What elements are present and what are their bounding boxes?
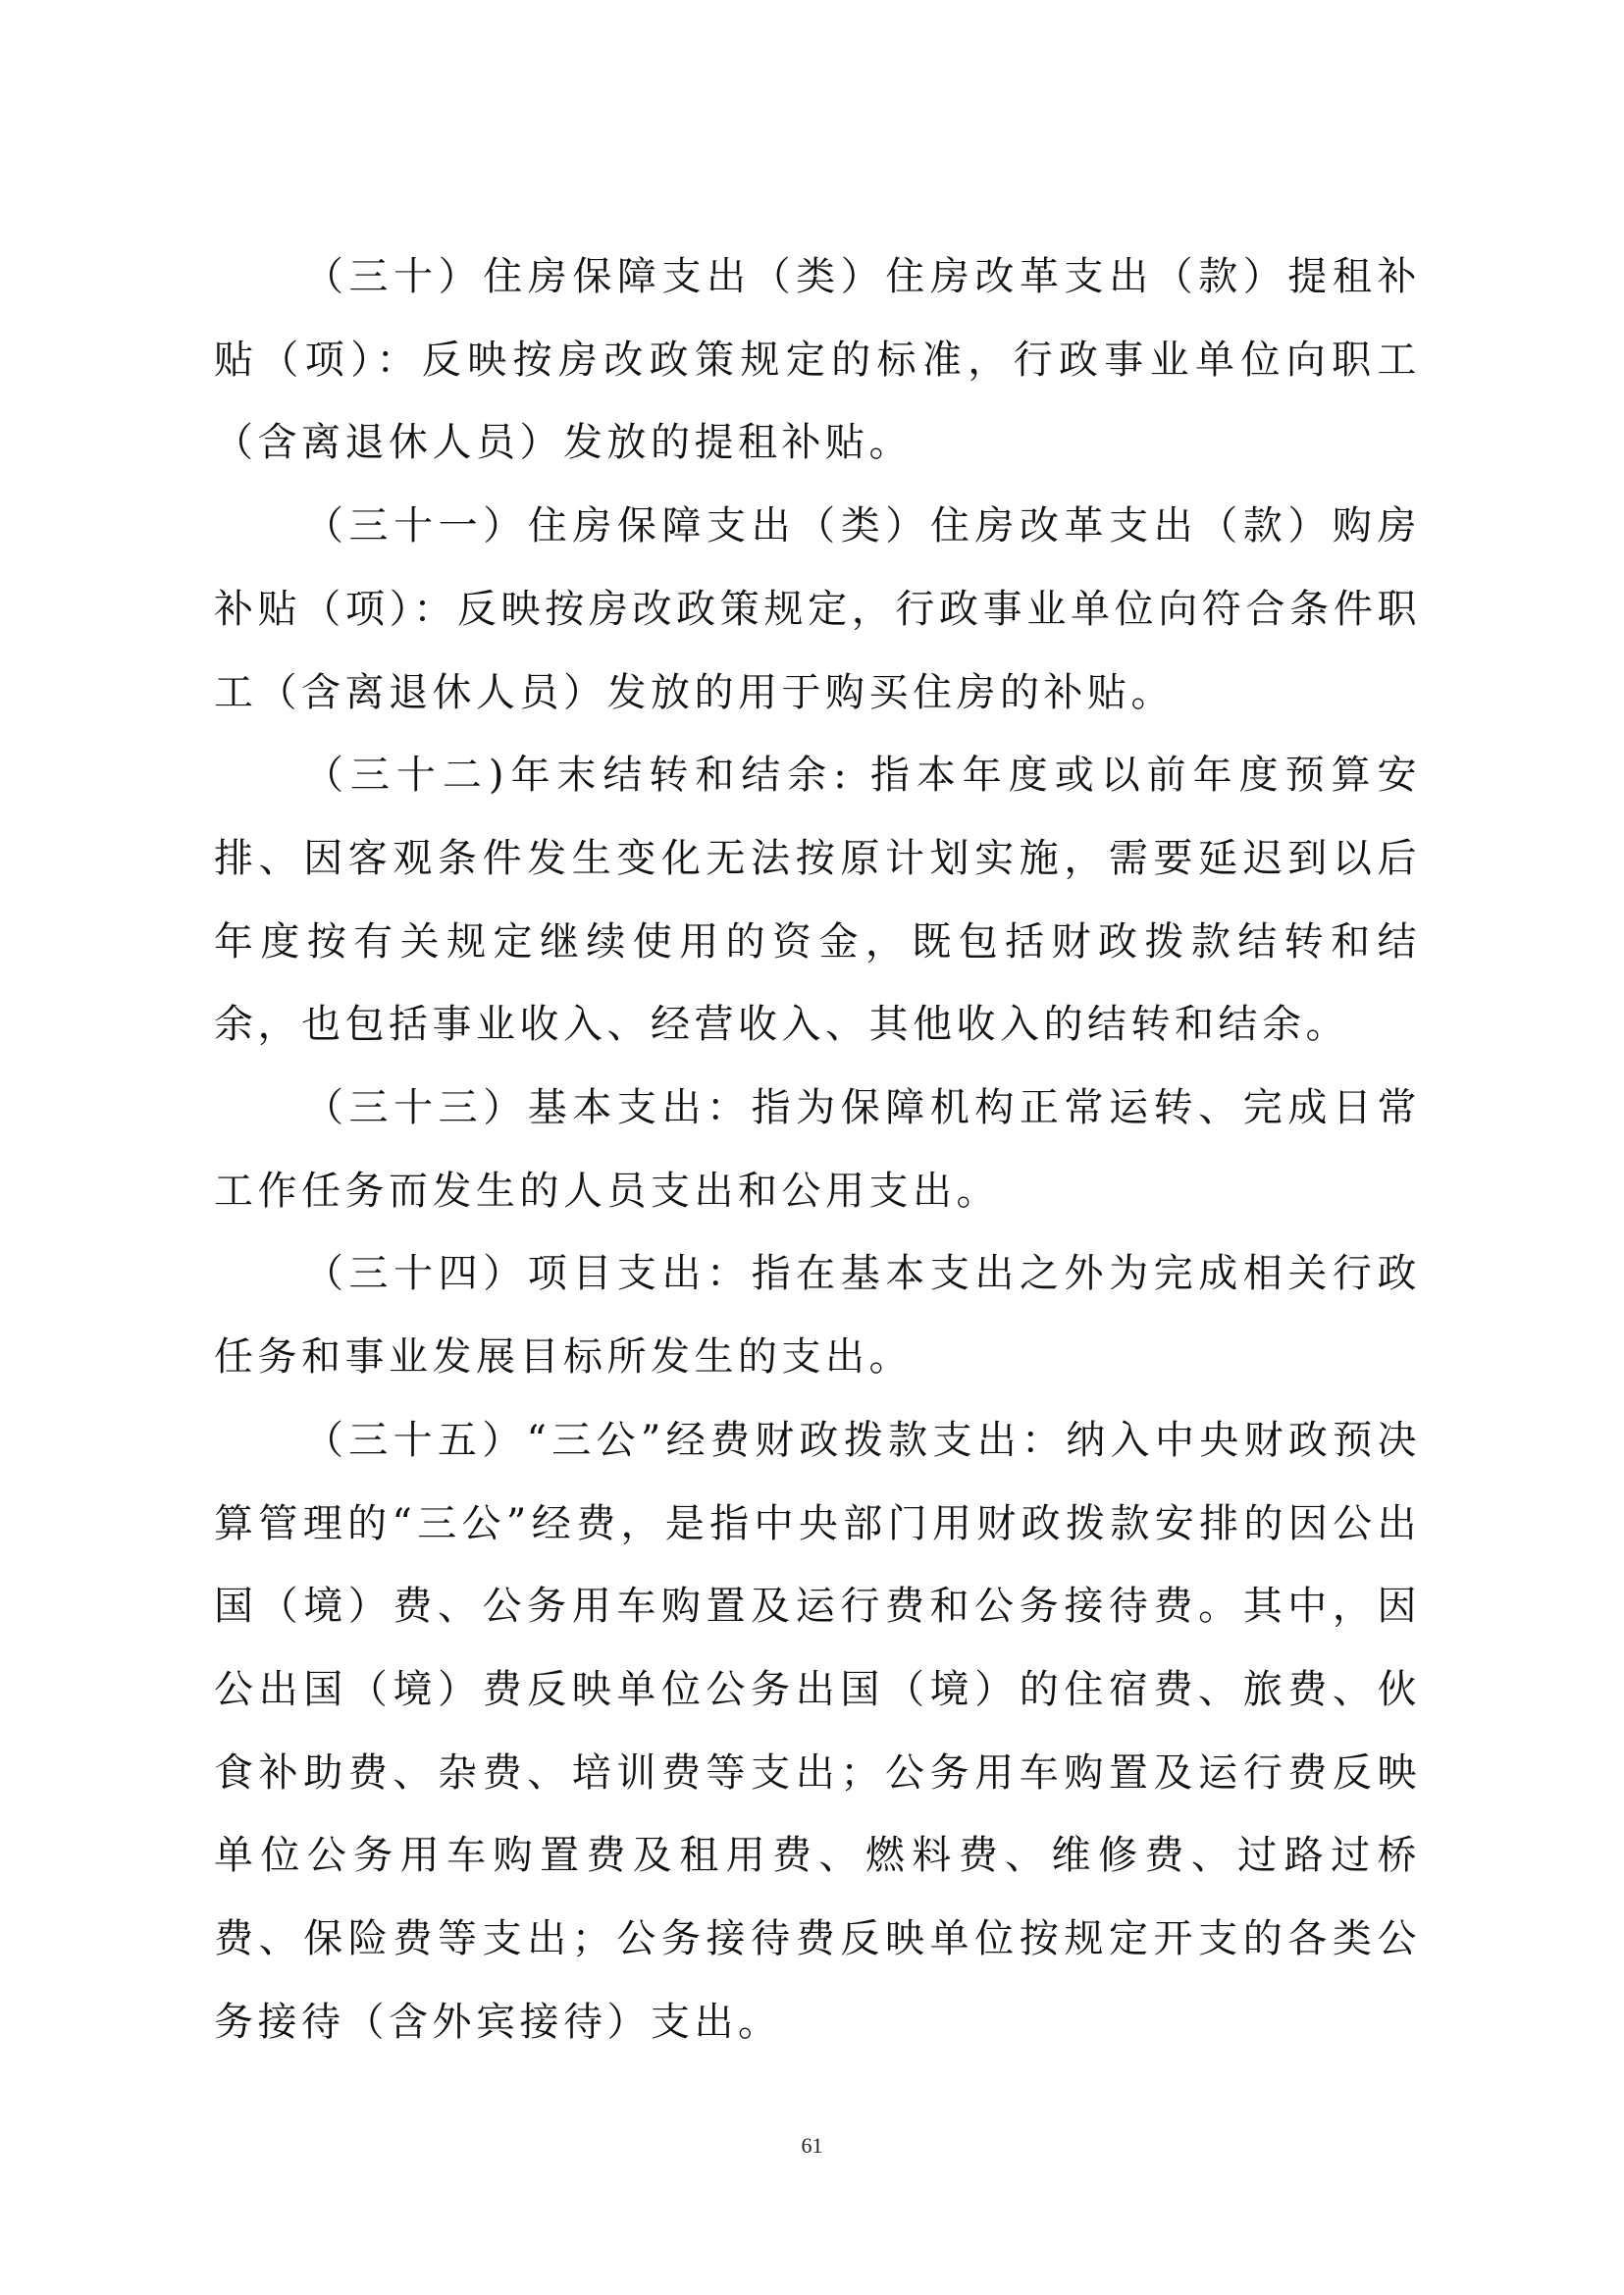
paragraph-item-31: （三十一）住房保障支出（类）住房改革支出（款）购房补贴（项）：反映按房改政策规定，行政事业单位向符合条件职工（含离退休人员）发放的用于购买住房的补贴。 [214, 503, 1421, 715]
paragraph-item-30: （三十）住房保障支出（类）住房改革支出（款）提租补贴（项）：反映按房改政策规定的标准，行政事业单位向职工（含离退休人员）发放的提租补贴。 [214, 254, 1421, 466]
document-body [214, 235, 1421, 2063]
paragraph-item-32: （三十二)年末结转和结余: 指本年度或以前年度预算安排、因客观条件发生变化无法按原计划实施，需要延迟到以后年度按有关规定继续使用的资金，既包括财政拨款结转和结余，也包括事业收入、经营收入、其他收入的结转和结余。 [214, 753, 1421, 1048]
page-number: 61 [801, 2133, 823, 2158]
paragraph-item-34: （三十四）项目支出：指在基本支出之外为完成相关行政任务和事业发展目标所发生的支出。 [214, 1251, 1421, 1381]
paragraph-item-35: （三十五）“三公”经费财政拨款支出：纳入中央财政预决算管理的“三公”经费，是指中央部门用财政拨款安排的因公出国（境）费、公务用车购置及运行费和公务接待费。其中，因公出国（境）费反映单位公务出国（境）的住宿费、旅费、伙食补助费、杂费、培训费等支出；公务用车购置及运行费反映单位公务用车购置费及租用费、燃料费、维修费、过路过桥费、保险费等支出；公务接待费反映单位按规定开支的各类公务接待（含外宾接待）支出。 [214, 1417, 1421, 2045]
paragraph-item-33: （三十三）基本支出：指为保障机构正常运转、完成日常工作任务而发生的人员支出和公用支出。 [214, 1085, 1421, 1214]
